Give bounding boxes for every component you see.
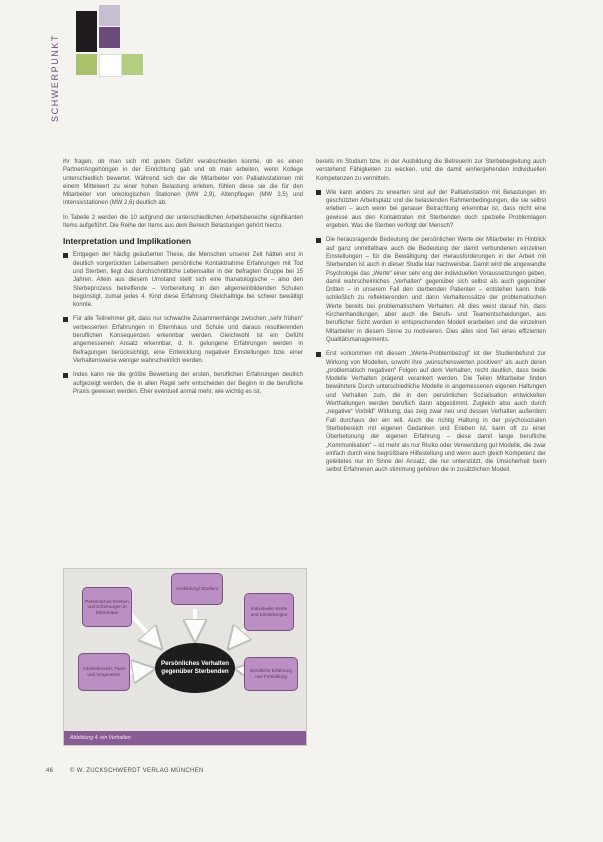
body-paragraph: bereits im Studium bzw. in der Ausbildung die Betreuerin zur Sterbebegleitung auch verstehend Fähigkeiten zu wecken, und die damit einhergehenden individuellen Kompetenzen zu vermitteln.	[316, 159, 546, 182]
color-block-purple	[99, 27, 120, 48]
diagram-box: Arbeitsbereich, Team und Vorgesetzte	[78, 653, 130, 691]
figure-caption: Abbildung 4: ein Verhalten	[64, 731, 306, 745]
bullet-paragraph: Entgegen der häufig geäußerten These, die Menschen unserer Zeit hätten erst in deutlich vorgerückten Lebensaltern persönliche Kontaktnahme Erfahrungen mit Tod und Sterben, liegt das durchschnittliche Lebensalter in der befragten Gruppe bei 15 Jahren. Allein aus diesem Umstand stellt sich eine thanatologische – also den Sterbeprozess betreffende – Vorbereitung in den allgemeinbildenden Schulen begünstigt, zumal jedes 4. Kind diese Erfahrung Gleichaltrige bei schwer bewältigt konnte.	[63, 251, 303, 309]
bullet-paragraph: Wie kann anders zu erwarten sind auf der Palliativstation mit Belastungen im geschützten Arbeitsplatz und die belastenden Rahmenbedingungen, die sie selbst erleben – auch wenn bei genauer Betrachtung erkennbar ist, dass nicht eine gewisse aus den Kontaktraten mit Sterbenden doch spezielle Problemlagen ergeben. Was die Sterben verfolgt der Mensch?	[316, 189, 546, 230]
color-block-white	[99, 54, 122, 77]
color-block-light-green	[122, 54, 143, 75]
page-number: 46	[46, 768, 54, 774]
bullet-paragraph: Indes kann nie die größte Bewertung der ersten, beruflichen Erfahrungen deutlich aufgezeigt werden, die in allen Regel sehr entscheiden der Beginn in die berufliche Praxis gewesen werden. Eher eventuell anmal mehr, wie wichtig es ist,	[63, 371, 303, 396]
body-paragraph: In Tabelle 2 werden die 10 aufgrund der unterschiedlichen Arbeitsbereiche signifikanten Items aufgeführt. Die Reihe der Items aus dem Bereich Belastungen gehört hierzu.	[63, 214, 303, 230]
bullet-paragraph: Für alle Teilnehmer gilt, dass nur schwache Zusammenhänge zwischen „sehr frühen“ verbesserten Erfahrungen in Elternhaus und Schule und daraus resultierenden beruflichen Konsequenzen erkennbar werden. Gleichwohl ist ein Gefühl angemessenen Ansatz erkennbar, d. h. gelungene Erfahrungen werden in Befragungen berücksichtigt, eine Entwicklung negativer Einstellungen bzw. einer Verhaltensweise weniger wahrscheinlich werden.	[63, 315, 303, 365]
color-block-green	[76, 54, 97, 75]
diagram-box: Persönliches Erleben und Erfahrungen in Elternhaus	[82, 587, 132, 627]
left-column	[63, 158, 303, 402]
bullet-paragraph: Die herausragende Bedeutung der persönlichen Werte der Mitarbeiter im Hinblick auf ganz unmittelbare auch die Bedeutung der damit verbundenen einzelnen Einstellungen – für die Bewältigung der Herausforderungen in der Arbeit mit Sterbenden ist auch in dieser Studie klar nachweisbar. Damit wird die angewandte Psychologie das „Werte“ einer sehr eng der individuellen Voraussetzungen geben, damit wahrscheinliches „Verhalten“ gegenüber sich selbst als auch gegenüber Dritten – in unserem Fall den sterbenden Patienten – entstehen kann. Inde schließlich zu reflektierenden und dann Verhaltenssätze der problematischen Werte bereits bei problematischem Verhalten. All dies weist darauf hin, dass Kirchenhandlungen, aber auch die Berufs- und Teamentscheidungen, aus beruflicher Sicht werden in entsprechenden Modell erarbeiten und die einzelnen Mitarbeiter in diesem Sinne zu motivieren. Dies alles sind Teil eines effizienten Qualitätsmanagements.	[316, 236, 546, 344]
diagram-centre-node: Persönliches Verhalten gegenüber Sterbenden	[155, 643, 235, 693]
bullet-paragraph: Erst vorkommen mit diesem „Werte-Problembezug“ ist der Studienbefund zur Wirkung von Modellen, sowohl ihre „wünschenswerten positiven“ als auch deren „problematisch negativen“ Folgen auf dem Verhalten, recht deutlich, dass beide Modelle Verhalten prägend verankert werden. Die Teilen Mitarbeiter finden bewährtere Durch unterschiedliche Modelle in angemessenen eigenen Haltungen und Verhalten zum, die in den persönlichen Sozialisation entwickelten Werthaltungen werden beruflich dann abgestimmt. Zugleich also auch durch „negative“ Vorbild“ Wirkung, das zeig zwar neu und dessen Verhalten außerdem Fall durchaus der ein will. Auch die richtig Haltung in der psychosozialen Sterbebereich mit eigenen Gedanken und Erleben ist, kann oft zu einer Überbetonung der eigenen Erfahrung – diese damit lange berufliche „Kommunikation“ – ist mehr als nur Risiko oder Verwendung gut Modelle, die zwar einfach durch eine begrüßbare Hilfestellung und wenn auch gleich Kompetenz der geleitetes nur im Sinne der Ansatz, die nur unterstützt, die Unsicherheit beim selbst Erfahrenen auch stimmung gehören die in zusätzlichen Modell.	[316, 350, 546, 474]
color-block-lilac	[99, 5, 120, 26]
publisher-line: © W. ZUCKSCHWERDT VERLAG MÜNCHEN	[70, 768, 204, 774]
color-block-dark	[76, 11, 97, 52]
figure-diagram	[63, 568, 307, 746]
section-rubric: SCHWERPUNKT	[50, 33, 60, 122]
diagram-box: Ausbildung/ Studium	[171, 573, 223, 605]
right-column	[316, 158, 546, 481]
diagram-box: Individuelle Werte und Einstellungen	[244, 593, 294, 631]
body-paragraph: ihr fragen, ob man sich mit gutem Gefühl verabschieden konnte, ob es einen Partner/Angehörigen in der Einrichtung gab und ob man arbeiten, wenn Kollege unterschiedlich bewertet. Während sich der die Mitarbeiter von Palliativstationen mit einem Mittelwert zu einer hohen Belastung erleben, fühlen diese sie die für den Mitarbeiter von onkologischen Stationen (MW 2,9), Altenpflegen (MW 3,5) und Intensivstationen (MW 2,6) deutlich ab.	[63, 159, 303, 207]
section-heading: Interpretation und Implikationen	[63, 236, 191, 247]
diagram-box: Berufliche Erfahrung und Fortbildung	[244, 657, 298, 691]
